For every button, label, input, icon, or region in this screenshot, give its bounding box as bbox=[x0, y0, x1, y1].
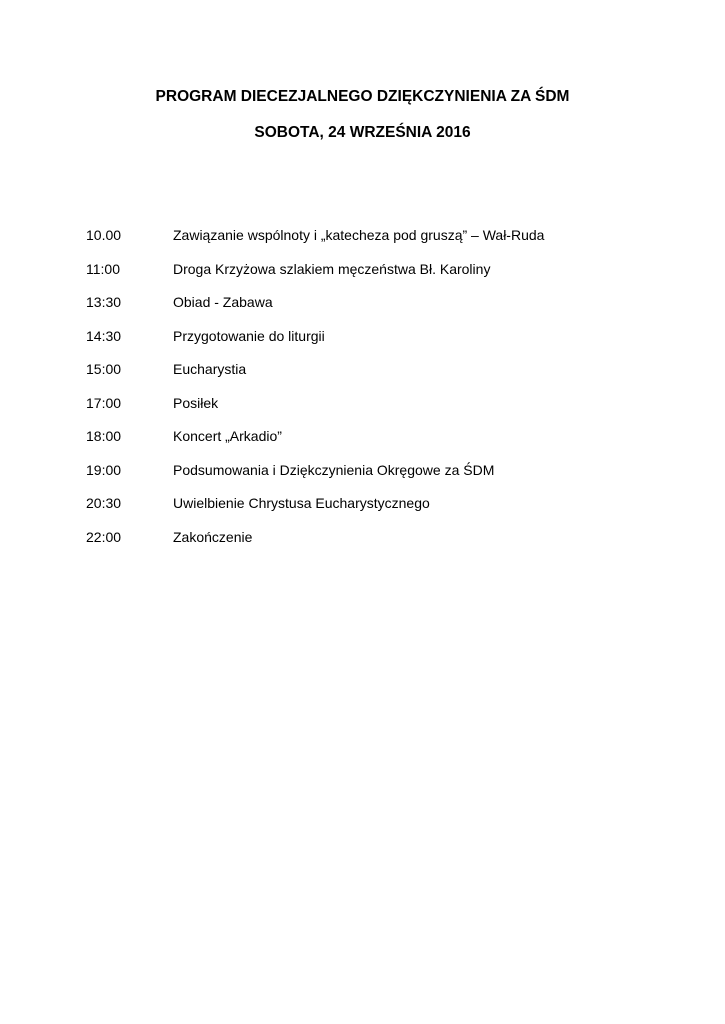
schedule-time: 14:30 bbox=[86, 327, 122, 344]
schedule-row bbox=[86, 428, 646, 462]
schedule-event: Obiad - Zabawa bbox=[173, 294, 273, 310]
schedule-time: 20:30 bbox=[86, 495, 122, 511]
schedule-time: 22:00 bbox=[86, 528, 122, 545]
schedule-event: Posiłek bbox=[173, 394, 219, 411]
schedule-time: 19:00 bbox=[86, 461, 122, 478]
schedule-event: Eucharystia bbox=[173, 361, 247, 377]
document-title: PROGRAM DIECEZJALNEGO DZIĘKCZYNIENIA ZA ŚDM bbox=[155, 88, 570, 105]
schedule-time: 17:00 bbox=[86, 394, 122, 411]
schedule-row bbox=[86, 328, 646, 362]
schedule-time: 18:00 bbox=[86, 428, 122, 444]
schedule-row bbox=[86, 361, 646, 395]
schedule-row bbox=[86, 495, 646, 529]
schedule-row bbox=[86, 529, 646, 563]
schedule-time: 10.00 bbox=[86, 227, 122, 243]
schedule-time: 13:30 bbox=[86, 294, 122, 310]
schedule-time: 11:00 bbox=[86, 260, 120, 277]
schedule-event: Koncert „Arkadio” bbox=[173, 428, 282, 444]
schedule-event: Uwielbienie Chrystusa Eucharystycznego bbox=[173, 495, 430, 511]
schedule-event: Droga Krzyżowa szlakiem męczeństwa Bł. Karoliny bbox=[173, 260, 491, 277]
schedule-row bbox=[86, 395, 646, 429]
schedule-event: Zakończenie bbox=[173, 528, 253, 545]
schedule-list bbox=[86, 227, 646, 562]
schedule-row bbox=[86, 294, 646, 328]
schedule-row bbox=[86, 227, 646, 261]
schedule-row bbox=[86, 462, 646, 496]
schedule-time: 15:00 bbox=[86, 361, 122, 377]
schedule-event: Przygotowanie do liturgii bbox=[173, 327, 325, 344]
schedule-event: Podsumowania i Dziękczynienia Okręgowe za ŚDM bbox=[173, 461, 495, 478]
schedule-event: Zawiązanie wspólnoty i „katecheza pod gruszą” – Wał-Ruda bbox=[173, 227, 545, 243]
schedule-row bbox=[86, 261, 646, 295]
document-subtitle: SOBOTA, 24 WRZEŚNIA 2016 bbox=[254, 124, 471, 141]
